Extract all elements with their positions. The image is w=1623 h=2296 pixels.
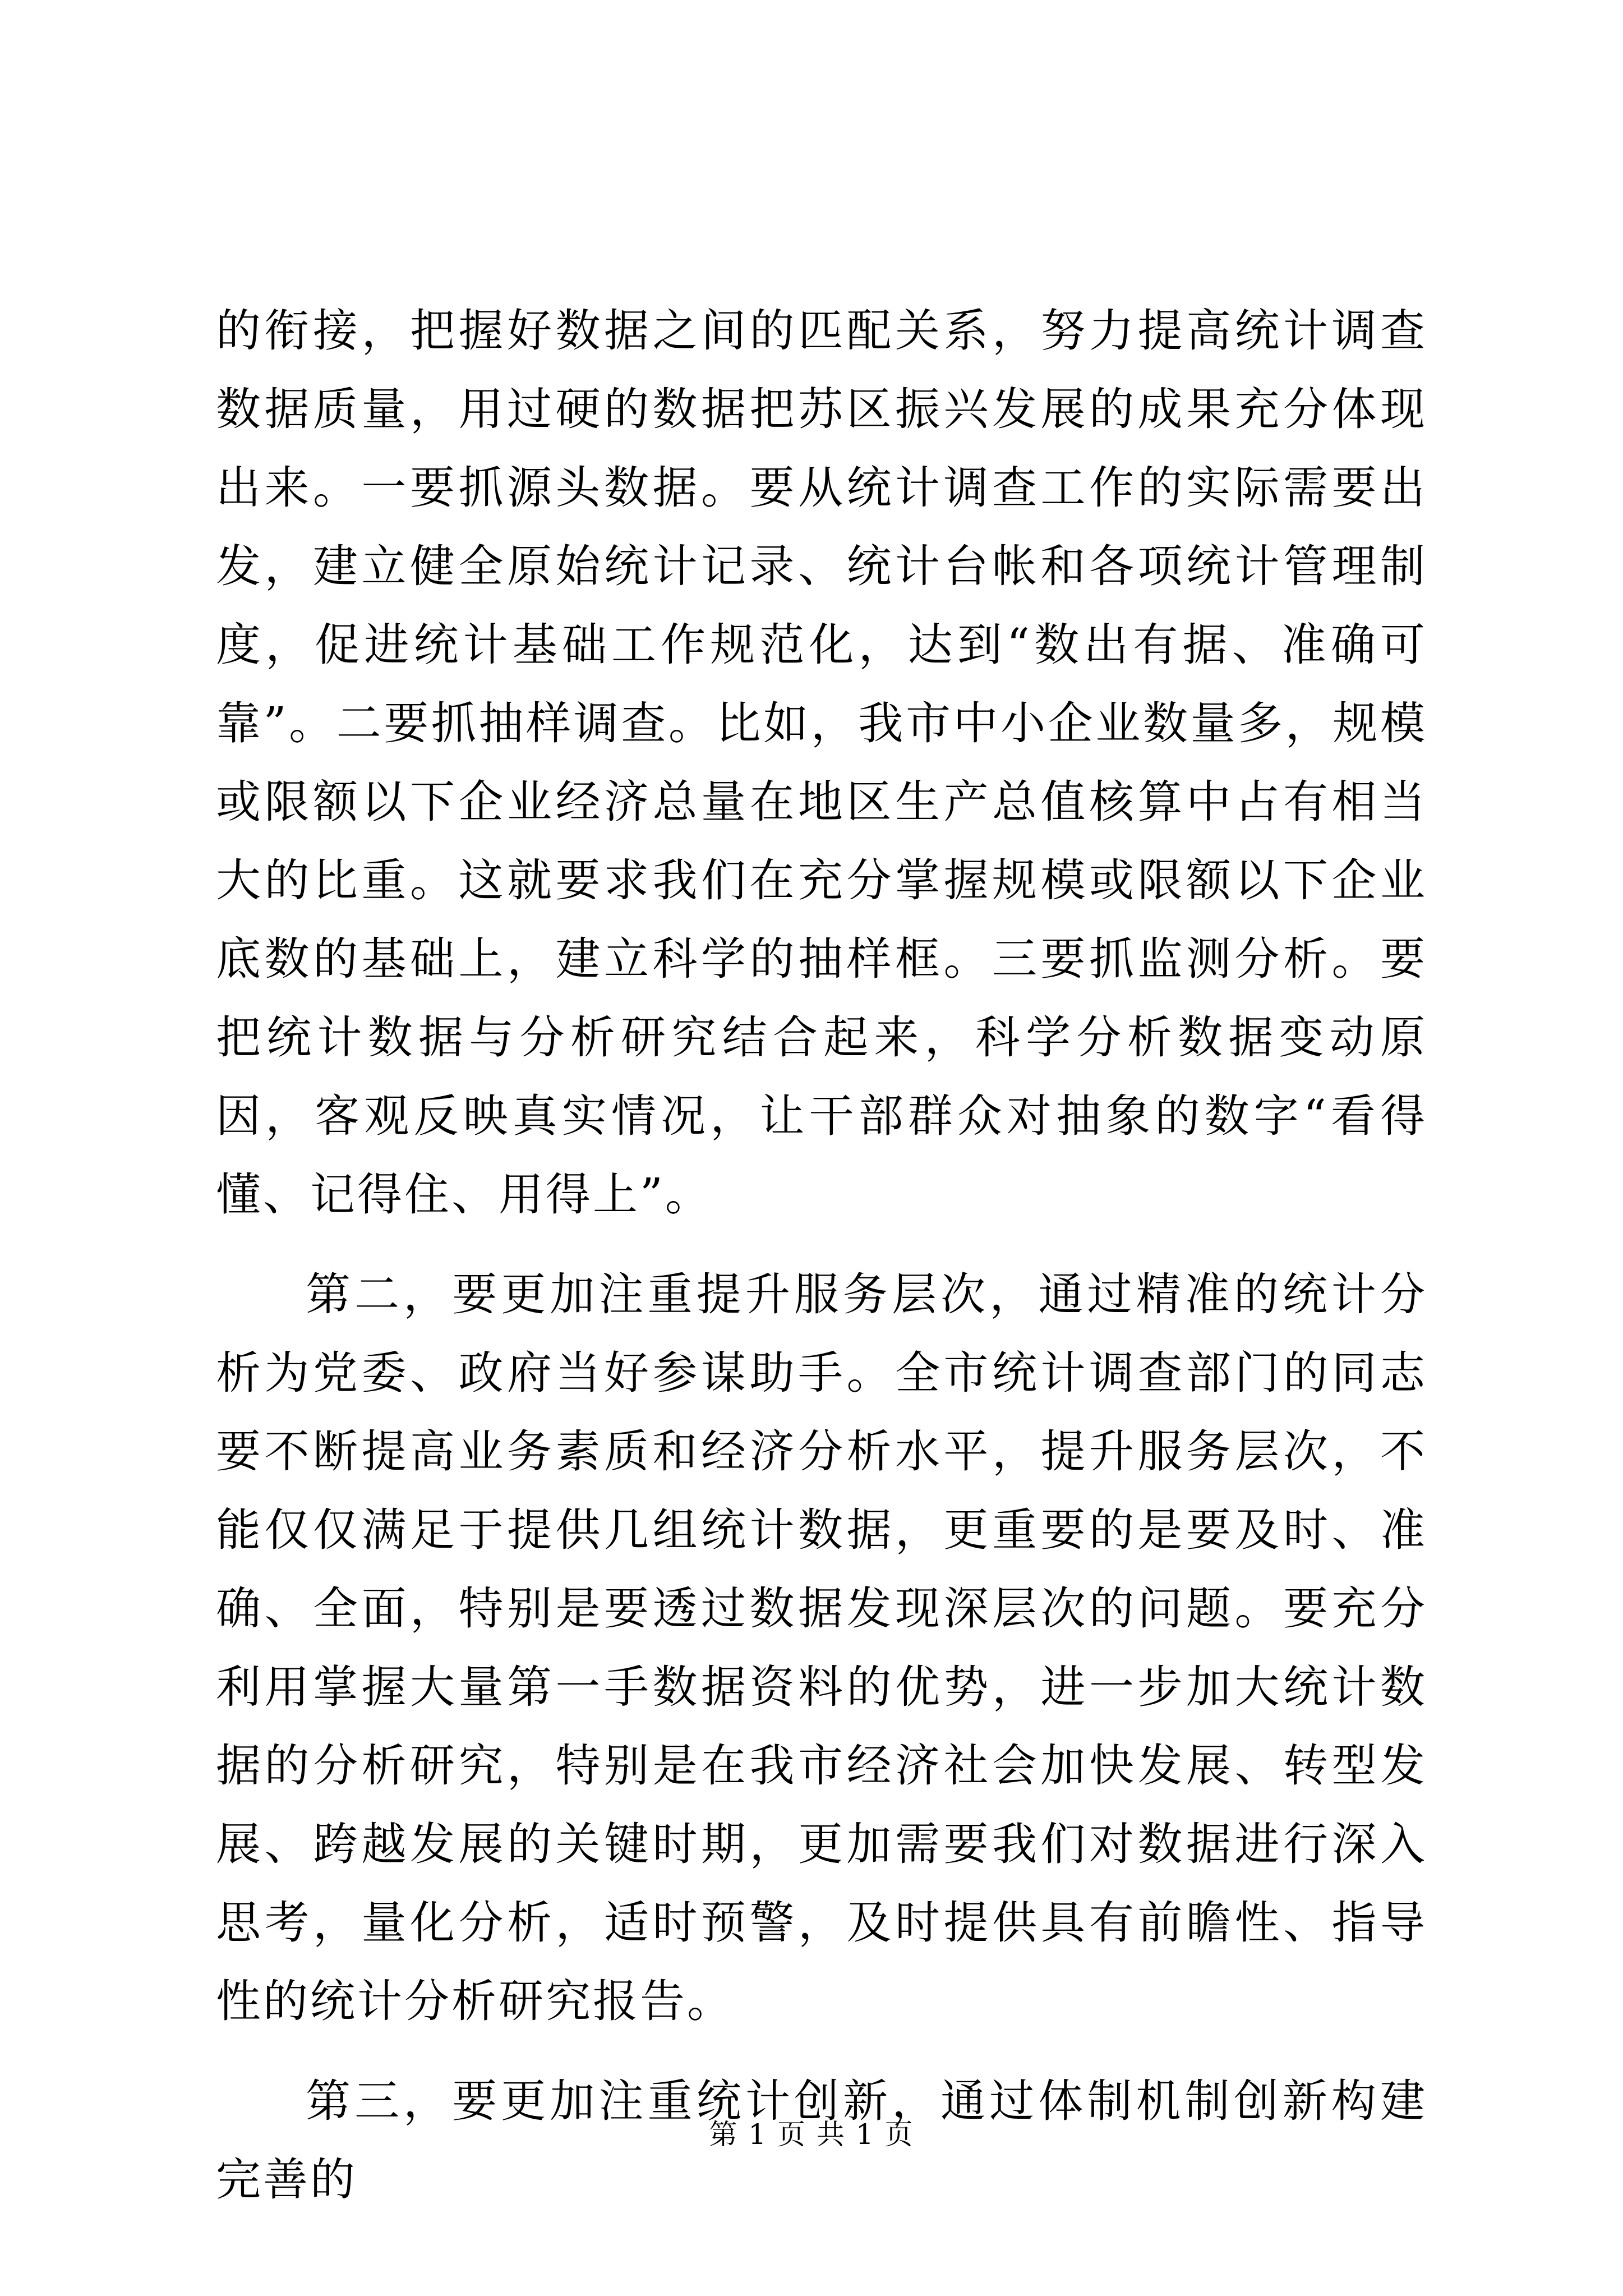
- paragraph-second-point: 第二，要更加注重提升服务层次，通过精准的统计分析为党委、政府当好参谋助手。全市统计调查部门的同志要不断提高业务素质和经济分析水平，提升服务层次，不能仅仅满足于提供几组统计数据，更重要的是要及时、准确、全面，特别是要透过数据发现深层次的问题。要充分利用掌握大量第一手数据资料的优势，进一步加大统计数据的分析研究，特别是在我市经济社会加快发展、转型发展、跨越发展的关键时期，更加需要我们对数据进行深入思考，量化分析，适时预警，及时提供具有前瞻性、指导性的统计分析研究报告。: [216, 1268, 1427, 2027]
- document-body: [216, 292, 1427, 2219]
- page-footer: 第 1 页 共 1 页: [709, 2118, 914, 2151]
- paragraph-continuation: 的衔接，把握好数据之间的匹配关系，努力提高统计调查数据质量，用过硬的数据把苏区振兴发展的成果充分体现出来。一要抓源头数据。要从统计调查工作的实际需要出发，建立健全原始统计记录、统计台帐和各项统计管理制度，促进统计基础工作规范化，达到“数出有据、准确可靠”。二要抓抽样调查。比如，我市中小企业数量多，规模或限额以下企业经济总量在地区生产总值核算中占有相当大的比重。这就要求我们在充分掌握规模或限额以下企业底数的基础上，建立科学的抽样框。三要抓监测分析。要把统计数据与分析研究结合起来，科学分析数据变动原因，客观反映真实情况，让干部群众对抽象的数字“看得懂、记得住、用得上”。: [216, 305, 1427, 1221]
- paragraph-third-point: 第三，要更加注重统计创新，通过体制机制创新构建完善的: [216, 2075, 1427, 2206]
